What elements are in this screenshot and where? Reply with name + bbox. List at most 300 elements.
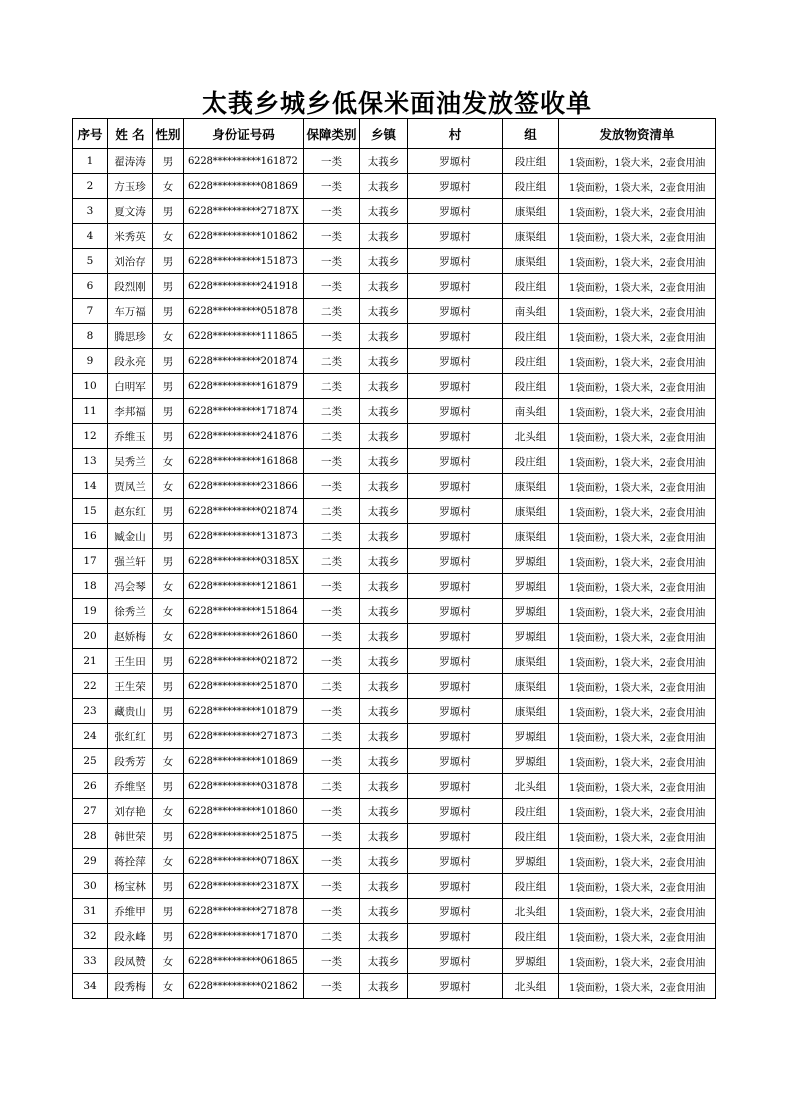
- cell-village: 罗塬村: [408, 824, 503, 849]
- cell-items: 1袋面粉，1袋大米，2壶食用油: [559, 849, 716, 874]
- cell-seq: 11: [73, 399, 108, 424]
- header-row: [73, 119, 716, 149]
- table-row: [73, 199, 716, 224]
- cell-town: 太莪乡: [360, 724, 408, 749]
- cell-name: 刘存艳: [108, 799, 153, 824]
- cell-village: 罗塬村: [408, 649, 503, 674]
- cell-category: 二类: [304, 299, 360, 324]
- cell-seq: 29: [73, 849, 108, 874]
- cell-items: 1袋面粉，1袋大米，2壶食用油: [559, 724, 716, 749]
- cell-gender: 女: [153, 224, 184, 249]
- cell-seq: 32: [73, 924, 108, 949]
- cell-group: 段庄组: [503, 274, 559, 299]
- cell-category: 二类: [304, 774, 360, 799]
- distribution-table: [72, 118, 716, 999]
- cell-name: 刘治存: [108, 249, 153, 274]
- cell-name: 段烈刚: [108, 274, 153, 299]
- cell-seq: 12: [73, 424, 108, 449]
- cell-category: 一类: [304, 224, 360, 249]
- cell-village: 罗塬村: [408, 274, 503, 299]
- cell-name: 白明军: [108, 374, 153, 399]
- cell-town: 太莪乡: [360, 374, 408, 399]
- cell-name: 赵娇梅: [108, 624, 153, 649]
- cell-items: 1袋面粉，1袋大米，2壶食用油: [559, 224, 716, 249]
- cell-village: 罗塬村: [408, 224, 503, 249]
- cell-name: 夏文涛: [108, 199, 153, 224]
- cell-name: 段秀芳: [108, 749, 153, 774]
- cell-category: 一类: [304, 249, 360, 274]
- cell-category: 一类: [304, 749, 360, 774]
- cell-town: 太莪乡: [360, 424, 408, 449]
- cell-village: 罗塬村: [408, 899, 503, 924]
- cell-items: 1袋面粉，1袋大米，2壶食用油: [559, 674, 716, 699]
- cell-group: 北头组: [503, 774, 559, 799]
- header-items: 发放物资清单: [559, 119, 716, 149]
- cell-group: 罗塬组: [503, 574, 559, 599]
- cell-items: 1袋面粉，1袋大米，2壶食用油: [559, 499, 716, 524]
- header-seq: 序号: [73, 119, 108, 149]
- cell-town: 太莪乡: [360, 324, 408, 349]
- cell-town: 太莪乡: [360, 299, 408, 324]
- cell-category: 一类: [304, 474, 360, 499]
- table-row: [73, 649, 716, 674]
- cell-id: 6228**********261860: [184, 624, 304, 649]
- table-row: [73, 799, 716, 824]
- cell-town: 太莪乡: [360, 549, 408, 574]
- cell-seq: 20: [73, 624, 108, 649]
- cell-group: 罗塬组: [503, 599, 559, 624]
- cell-id: 6228**********27187X: [184, 199, 304, 224]
- cell-town: 太莪乡: [360, 799, 408, 824]
- cell-gender: 女: [153, 599, 184, 624]
- cell-gender: 男: [153, 524, 184, 549]
- cell-gender: 男: [153, 424, 184, 449]
- cell-village: 罗塬村: [408, 199, 503, 224]
- cell-category: 二类: [304, 724, 360, 749]
- cell-village: 罗塬村: [408, 924, 503, 949]
- cell-name: 吴秀兰: [108, 449, 153, 474]
- cell-gender: 女: [153, 474, 184, 499]
- cell-id: 6228**********161872: [184, 149, 304, 174]
- cell-group: 康渠组: [503, 224, 559, 249]
- cell-town: 太莪乡: [360, 249, 408, 274]
- cell-village: 罗塬村: [408, 974, 503, 999]
- table-row: [73, 149, 716, 174]
- cell-name: 翟涛涛: [108, 149, 153, 174]
- cell-village: 罗塬村: [408, 549, 503, 574]
- header-gender: 性别: [153, 119, 184, 149]
- table-row: [73, 899, 716, 924]
- cell-town: 太莪乡: [360, 199, 408, 224]
- cell-name: 强兰轩: [108, 549, 153, 574]
- header-group: 组: [503, 119, 559, 149]
- cell-id: 6228**********251870: [184, 674, 304, 699]
- cell-town: 太莪乡: [360, 674, 408, 699]
- cell-group: 段庄组: [503, 874, 559, 899]
- cell-seq: 34: [73, 974, 108, 999]
- cell-group: 段庄组: [503, 349, 559, 374]
- cell-category: 一类: [304, 899, 360, 924]
- cell-gender: 男: [153, 499, 184, 524]
- cell-town: 太莪乡: [360, 774, 408, 799]
- cell-town: 太莪乡: [360, 624, 408, 649]
- cell-town: 太莪乡: [360, 499, 408, 524]
- cell-seq: 6: [73, 274, 108, 299]
- cell-town: 太莪乡: [360, 649, 408, 674]
- cell-gender: 女: [153, 949, 184, 974]
- cell-village: 罗塬村: [408, 849, 503, 874]
- cell-group: 康渠组: [503, 474, 559, 499]
- cell-items: 1袋面粉，1袋大米，2壶食用油: [559, 399, 716, 424]
- cell-id: 6228**********021872: [184, 649, 304, 674]
- cell-category: 一类: [304, 149, 360, 174]
- cell-category: 一类: [304, 824, 360, 849]
- table-header: [73, 119, 716, 149]
- cell-group: 段庄组: [503, 799, 559, 824]
- table-row: [73, 224, 716, 249]
- cell-items: 1袋面粉，1袋大米，2壶食用油: [559, 149, 716, 174]
- cell-town: 太莪乡: [360, 874, 408, 899]
- cell-id: 6228**********171874: [184, 399, 304, 424]
- header-category: 保障类别: [304, 119, 360, 149]
- table-row: [73, 449, 716, 474]
- cell-items: 1袋面粉，1袋大米，2壶食用油: [559, 899, 716, 924]
- cell-gender: 男: [153, 649, 184, 674]
- table-row: [73, 499, 716, 524]
- header-name: 姓 名: [108, 119, 153, 149]
- cell-name: 蒋拴萍: [108, 849, 153, 874]
- cell-group: 段庄组: [503, 824, 559, 849]
- cell-seq: 28: [73, 824, 108, 849]
- cell-items: 1袋面粉，1袋大米，2壶食用油: [559, 324, 716, 349]
- cell-village: 罗塬村: [408, 174, 503, 199]
- cell-id: 6228**********061865: [184, 949, 304, 974]
- cell-category: 一类: [304, 799, 360, 824]
- table-row: [73, 724, 716, 749]
- header-village: 村: [408, 119, 503, 149]
- cell-category: 一类: [304, 324, 360, 349]
- cell-seq: 24: [73, 724, 108, 749]
- cell-name: 贾凤兰: [108, 474, 153, 499]
- cell-group: 段庄组: [503, 149, 559, 174]
- cell-gender: 男: [153, 374, 184, 399]
- cell-town: 太莪乡: [360, 174, 408, 199]
- cell-village: 罗塬村: [408, 324, 503, 349]
- cell-id: 6228**********171870: [184, 924, 304, 949]
- cell-category: 一类: [304, 624, 360, 649]
- cell-name: 臧金山: [108, 524, 153, 549]
- cell-category: 一类: [304, 274, 360, 299]
- cell-gender: 男: [153, 724, 184, 749]
- cell-village: 罗塬村: [408, 774, 503, 799]
- cell-category: 一类: [304, 849, 360, 874]
- cell-name: 车万福: [108, 299, 153, 324]
- cell-group: 罗塬组: [503, 549, 559, 574]
- table-row: [73, 774, 716, 799]
- cell-group: 康渠组: [503, 674, 559, 699]
- cell-id: 6228**********241876: [184, 424, 304, 449]
- table-row: [73, 949, 716, 974]
- cell-gender: 男: [153, 349, 184, 374]
- cell-town: 太莪乡: [360, 899, 408, 924]
- cell-name: 张红红: [108, 724, 153, 749]
- cell-name: 段永峰: [108, 924, 153, 949]
- cell-name: 方玉珍: [108, 174, 153, 199]
- cell-category: 一类: [304, 574, 360, 599]
- cell-gender: 女: [153, 624, 184, 649]
- cell-village: 罗塬村: [408, 624, 503, 649]
- cell-id: 6228**********151864: [184, 599, 304, 624]
- cell-village: 罗塬村: [408, 424, 503, 449]
- cell-id: 6228**********101862: [184, 224, 304, 249]
- cell-id: 6228**********241918: [184, 274, 304, 299]
- cell-id: 6228**********251875: [184, 824, 304, 849]
- cell-village: 罗塬村: [408, 499, 503, 524]
- cell-village: 罗塬村: [408, 524, 503, 549]
- table-row: [73, 574, 716, 599]
- cell-gender: 男: [153, 274, 184, 299]
- table-row: [73, 424, 716, 449]
- cell-seq: 33: [73, 949, 108, 974]
- cell-seq: 18: [73, 574, 108, 599]
- table-row: [73, 849, 716, 874]
- cell-name: 王生田: [108, 649, 153, 674]
- cell-gender: 女: [153, 449, 184, 474]
- cell-village: 罗塬村: [408, 149, 503, 174]
- cell-group: 南头组: [503, 399, 559, 424]
- cell-seq: 30: [73, 874, 108, 899]
- cell-items: 1袋面粉，1袋大米，2壶食用油: [559, 299, 716, 324]
- cell-seq: 10: [73, 374, 108, 399]
- cell-town: 太莪乡: [360, 149, 408, 174]
- cell-village: 罗塬村: [408, 374, 503, 399]
- cell-gender: 女: [153, 749, 184, 774]
- cell-village: 罗塬村: [408, 249, 503, 274]
- table-row: [73, 299, 716, 324]
- cell-town: 太莪乡: [360, 224, 408, 249]
- cell-group: 康渠组: [503, 649, 559, 674]
- table-row: [73, 399, 716, 424]
- cell-id: 6228**********231866: [184, 474, 304, 499]
- cell-gender: 男: [153, 699, 184, 724]
- table-row: [73, 174, 716, 199]
- cell-id: 6228**********161868: [184, 449, 304, 474]
- cell-items: 1袋面粉，1袋大米，2壶食用油: [559, 949, 716, 974]
- cell-id: 6228**********101869: [184, 749, 304, 774]
- cell-items: 1袋面粉，1袋大米，2壶食用油: [559, 374, 716, 399]
- cell-seq: 17: [73, 549, 108, 574]
- cell-seq: 23: [73, 699, 108, 724]
- cell-village: 罗塬村: [408, 349, 503, 374]
- cell-group: 罗塬组: [503, 749, 559, 774]
- cell-village: 罗塬村: [408, 674, 503, 699]
- cell-town: 太莪乡: [360, 924, 408, 949]
- cell-group: 北头组: [503, 899, 559, 924]
- cell-seq: 5: [73, 249, 108, 274]
- table-row: [73, 374, 716, 399]
- cell-items: 1袋面粉，1袋大米，2壶食用油: [559, 524, 716, 549]
- cell-items: 1袋面粉，1袋大米，2壶食用油: [559, 874, 716, 899]
- cell-group: 康渠组: [503, 199, 559, 224]
- cell-town: 太莪乡: [360, 849, 408, 874]
- cell-seq: 8: [73, 324, 108, 349]
- cell-gender: 男: [153, 199, 184, 224]
- cell-category: 一类: [304, 174, 360, 199]
- cell-id: 6228**********101879: [184, 699, 304, 724]
- table-row: [73, 824, 716, 849]
- cell-id: 6228**********271878: [184, 899, 304, 924]
- cell-group: 段庄组: [503, 374, 559, 399]
- header-id: 身份证号码: [184, 119, 304, 149]
- cell-seq: 4: [73, 224, 108, 249]
- cell-items: 1袋面粉，1袋大米，2壶食用油: [559, 549, 716, 574]
- cell-gender: 男: [153, 774, 184, 799]
- table-row: [73, 349, 716, 374]
- cell-group: 康渠组: [503, 699, 559, 724]
- cell-village: 罗塬村: [408, 724, 503, 749]
- cell-category: 二类: [304, 349, 360, 374]
- table-row: [73, 699, 716, 724]
- cell-name: 徐秀兰: [108, 599, 153, 624]
- cell-category: 一类: [304, 874, 360, 899]
- cell-gender: 女: [153, 174, 184, 199]
- cell-town: 太莪乡: [360, 599, 408, 624]
- cell-village: 罗塬村: [408, 949, 503, 974]
- cell-category: 一类: [304, 974, 360, 999]
- cell-group: 北头组: [503, 424, 559, 449]
- cell-items: 1袋面粉，1袋大米，2壶食用油: [559, 349, 716, 374]
- cell-id: 6228**********021862: [184, 974, 304, 999]
- cell-seq: 14: [73, 474, 108, 499]
- cell-category: 二类: [304, 524, 360, 549]
- cell-id: 6228**********03185X: [184, 549, 304, 574]
- cell-gender: 男: [153, 874, 184, 899]
- cell-gender: 女: [153, 574, 184, 599]
- cell-group: 康渠组: [503, 499, 559, 524]
- cell-items: 1袋面粉，1袋大米，2壶食用油: [559, 174, 716, 199]
- cell-group: 康渠组: [503, 524, 559, 549]
- cell-village: 罗塬村: [408, 799, 503, 824]
- table-row: [73, 274, 716, 299]
- cell-category: 二类: [304, 374, 360, 399]
- cell-name: 段凤赞: [108, 949, 153, 974]
- cell-town: 太莪乡: [360, 574, 408, 599]
- cell-gender: 女: [153, 799, 184, 824]
- cell-gender: 男: [153, 399, 184, 424]
- cell-name: 藏贵山: [108, 699, 153, 724]
- cell-group: 康渠组: [503, 249, 559, 274]
- cell-category: 一类: [304, 649, 360, 674]
- cell-group: 段庄组: [503, 324, 559, 349]
- cell-seq: 27: [73, 799, 108, 824]
- cell-seq: 15: [73, 499, 108, 524]
- cell-items: 1袋面粉，1袋大米，2壶食用油: [559, 624, 716, 649]
- cell-gender: 女: [153, 974, 184, 999]
- cell-name: 米秀英: [108, 224, 153, 249]
- cell-name: 赵东红: [108, 499, 153, 524]
- cell-id: 6228**********131873: [184, 524, 304, 549]
- cell-gender: 男: [153, 149, 184, 174]
- cell-category: 二类: [304, 424, 360, 449]
- cell-group: 罗塬组: [503, 849, 559, 874]
- cell-name: 段秀梅: [108, 974, 153, 999]
- cell-group: 段庄组: [503, 449, 559, 474]
- cell-town: 太莪乡: [360, 699, 408, 724]
- cell-name: 腾思珍: [108, 324, 153, 349]
- cell-category: 一类: [304, 449, 360, 474]
- cell-items: 1袋面粉，1袋大米，2壶食用油: [559, 749, 716, 774]
- table-row: [73, 874, 716, 899]
- cell-village: 罗塬村: [408, 474, 503, 499]
- cell-id: 6228**********031878: [184, 774, 304, 799]
- document-title: 太莪乡城乡低保米面油发放签收单: [201, 89, 592, 118]
- cell-category: 二类: [304, 549, 360, 574]
- cell-seq: 3: [73, 199, 108, 224]
- cell-id: 6228**********101860: [184, 799, 304, 824]
- cell-village: 罗塬村: [408, 574, 503, 599]
- cell-id: 6228**********23187X: [184, 874, 304, 899]
- cell-category: 一类: [304, 199, 360, 224]
- cell-items: 1袋面粉，1袋大米，2壶食用油: [559, 974, 716, 999]
- cell-group: 段庄组: [503, 174, 559, 199]
- cell-id: 6228**********081869: [184, 174, 304, 199]
- cell-items: 1袋面粉，1袋大米，2壶食用油: [559, 424, 716, 449]
- cell-name: 段永亮: [108, 349, 153, 374]
- table-row: [73, 674, 716, 699]
- cell-group: 南头组: [503, 299, 559, 324]
- cell-category: 二类: [304, 674, 360, 699]
- cell-items: 1袋面粉，1袋大米，2壶食用油: [559, 199, 716, 224]
- cell-town: 太莪乡: [360, 349, 408, 374]
- cell-category: 一类: [304, 599, 360, 624]
- table-row: [73, 749, 716, 774]
- cell-town: 太莪乡: [360, 949, 408, 974]
- table-row: [73, 974, 716, 999]
- cell-items: 1袋面粉，1袋大米，2壶食用油: [559, 699, 716, 724]
- cell-group: 罗塬组: [503, 624, 559, 649]
- table-row: [73, 249, 716, 274]
- cell-gender: 男: [153, 299, 184, 324]
- cell-category: 一类: [304, 699, 360, 724]
- cell-name: 王生荣: [108, 674, 153, 699]
- cell-village: 罗塬村: [408, 699, 503, 724]
- table-row: [73, 924, 716, 949]
- table-body: [73, 149, 716, 999]
- cell-items: 1袋面粉，1袋大米，2壶食用油: [559, 649, 716, 674]
- cell-gender: 男: [153, 824, 184, 849]
- cell-group: 北头组: [503, 974, 559, 999]
- cell-seq: 2: [73, 174, 108, 199]
- cell-gender: 男: [153, 674, 184, 699]
- cell-town: 太莪乡: [360, 749, 408, 774]
- cell-name: 杨宝林: [108, 874, 153, 899]
- cell-id: 6228**********121861: [184, 574, 304, 599]
- cell-seq: 13: [73, 449, 108, 474]
- cell-seq: 9: [73, 349, 108, 374]
- cell-name: 乔维玉: [108, 424, 153, 449]
- cell-village: 罗塬村: [408, 599, 503, 624]
- cell-items: 1袋面粉，1袋大米，2壶食用油: [559, 599, 716, 624]
- cell-town: 太莪乡: [360, 824, 408, 849]
- table-row: [73, 524, 716, 549]
- cell-name: 李邦福: [108, 399, 153, 424]
- cell-id: 6228**********021874: [184, 499, 304, 524]
- cell-village: 罗塬村: [408, 449, 503, 474]
- cell-items: 1袋面粉，1袋大米，2壶食用油: [559, 824, 716, 849]
- cell-id: 6228**********271873: [184, 724, 304, 749]
- cell-village: 罗塬村: [408, 749, 503, 774]
- cell-id: 6228**********201874: [184, 349, 304, 374]
